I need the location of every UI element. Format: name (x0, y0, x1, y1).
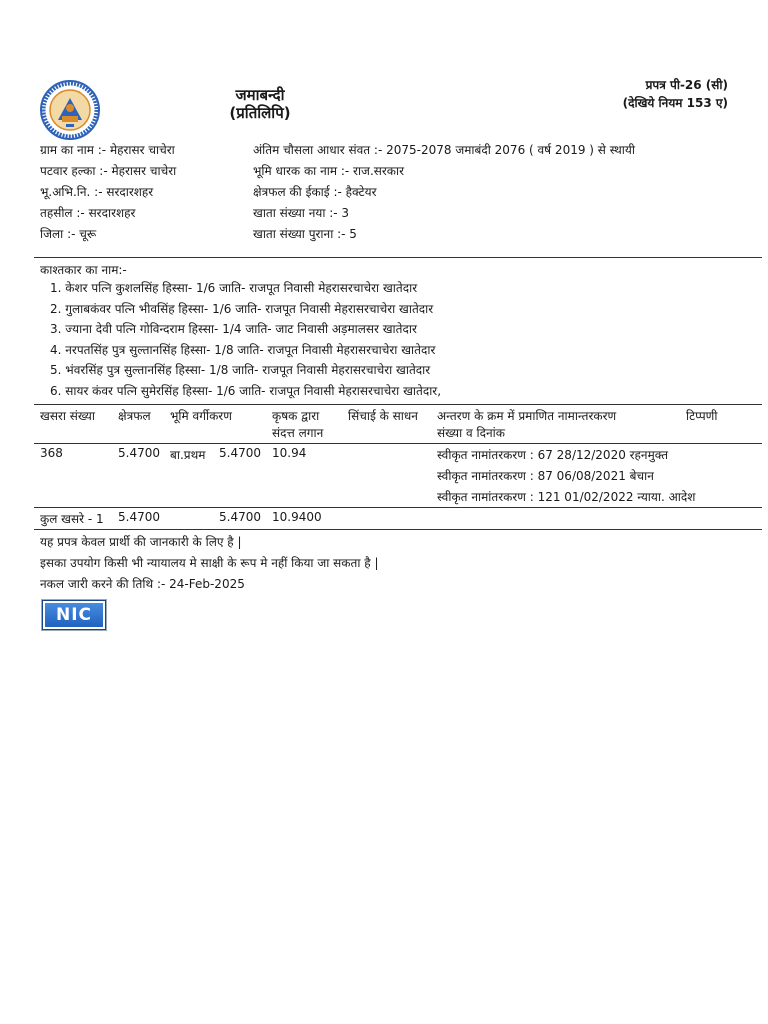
header-khasra: खसरा संख्या (40, 409, 95, 423)
header-irrigation: सिंचाई के साधन (348, 409, 418, 423)
header-rent-line2: संदत्त लगान (272, 426, 324, 440)
list-item: 3. ज्याना देवी पत्नि गोविन्दराम हिस्सा- 1/4 जाति- जाट निवासी अड़मालसर खातेदार (50, 322, 417, 337)
footer-note: इसका उपयोग किसी भी न्यायालय मे साक्षी के रूप मे नहीं किया जा सकता है | (40, 556, 379, 570)
list-item: 1. केशर पत्नि कुशलसिंह हिस्सा- 1/6 जाति- राजपूत निवासी मेहरासरचाचेरा खातेदार (50, 281, 418, 295)
form-number: प्रपत्र पी-26 (सी) (645, 78, 728, 92)
list-item: 2. गुलाबकंवर पत्नि भीवसिंह हिस्सा- 1/6 जाति- राजपूत निवासी मेहरासरचाचेरा खातेदार (50, 301, 434, 316)
area-unit: क्षेत्रफल की ईकाई :- हैक्टेयर (253, 185, 377, 199)
mutation-entry: स्वीकृत नामांतरकरण : 87 06/08/2021 बेचान (437, 469, 654, 483)
rajasthan-seal-logo (40, 80, 100, 140)
cell-class-name: बा.प्रथम (170, 448, 206, 462)
list-item: 4. नरपतसिंह पुत्र सुल्तानसिंह हिस्सा- 1/8 जाति- राजपूत निवासी मेहरासरचाचेरा खातेदार (50, 342, 436, 357)
list-item: 5. भंवरसिंह पुत्र सुल्तानसिंह हिस्सा- 1/8 जाति- राजपूत निवासी मेहरासरचाचेरा खातेदार (50, 363, 431, 378)
header-classification: भूमि वर्गीकरण (170, 409, 232, 423)
cell-class-area: 5.4700 (219, 446, 261, 460)
khata-number-old: खाता संख्या पुराना :- 5 (253, 227, 357, 241)
cell-khasra: 368 (40, 446, 63, 460)
section-divider (34, 257, 762, 258)
land-records-inspector: भू.अभि.नि. :- सरदारशहर (40, 185, 154, 199)
issue-date: नकल जारी करने की तिथि :- 24-Feb-2025 (40, 577, 245, 591)
document-subtitle: (प्रतिलिपि) (229, 104, 291, 122)
header-mutation-line1: अन्तरण के क्रम में प्रमाणित नामान्तरकरण (437, 409, 617, 423)
land-holder-name: भूमि धारक का नाम :- राज.सरकार (253, 164, 405, 178)
patwar-circle: पटवार हल्का :- मेहरासर चाचेरा (40, 164, 177, 178)
header-rent-line1: कृषक द्वारा (272, 409, 320, 423)
form-rule: (देखिये नियम 153 ए) (622, 96, 728, 110)
table-body-border (34, 507, 762, 508)
form-reference (623, 76, 728, 112)
cell-rent: 10.94 (272, 446, 307, 460)
cultivators-label: काश्तकार का नाम:- (40, 263, 127, 277)
total-label: कुल खसरे - 1 (40, 512, 104, 526)
table-top-border (34, 404, 762, 405)
nic-logo: NIC (42, 600, 106, 630)
total-class-area: 5.4700 (219, 510, 261, 524)
cultivators-list (50, 278, 441, 402)
list-item: 6. सायर कंवर पत्नि सुमेरसिंह हिस्सा- 1/6 जाति- राजपूत निवासी मेहरासरचाचेरा खातेदार, (50, 383, 442, 398)
total-rent: 10.9400 (272, 510, 322, 524)
village-name: ग्राम का नाम :- मेहरासर चाचेरा (40, 143, 175, 157)
header-area: क्षेत्रफल (118, 409, 151, 423)
mutation-entry: स्वीकृत नामांतरकरण : 67 28/12/2020 रहनमुक्त (437, 448, 669, 462)
table-bottom-border (34, 529, 762, 530)
header-mutation-line2: संख्या व दिनांक (437, 426, 505, 440)
khata-number-new: खाता संख्या नया :- 3 (253, 206, 350, 220)
header-remarks: टिप्पणी (686, 409, 718, 423)
document-title: जमाबन्दी (235, 86, 285, 104)
total-area: 5.4700 (118, 510, 160, 524)
cell-area: 5.4700 (118, 446, 160, 460)
district: जिला :- चूरू (40, 227, 97, 241)
footer-note: यह प्रपत्र केवल प्रार्थी की जानकारी के लिए है | (40, 535, 242, 549)
document-title-block (200, 86, 320, 122)
mutation-entry: स्वीकृत नामांतरकरण : 121 01/02/2022 न्याया. आदेश (437, 490, 696, 504)
table-header-border (34, 443, 762, 444)
tehsil: तहसील :- सरदारशहर (40, 206, 136, 220)
settlement-basis: अंतिम चौसला आधार संवत :- 2075-2078 जमाबंदी 2076 ( वर्ष 2019 ) से स्थायी (253, 143, 635, 157)
